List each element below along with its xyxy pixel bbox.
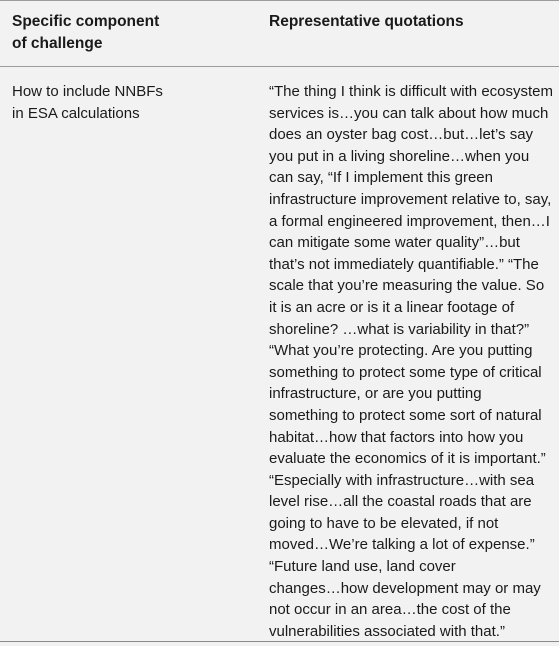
- quotation-line: it is an acre or is it a linear footage of: [269, 298, 515, 316]
- quotation-line: does an oyster bag cost…but…let’s say: [269, 126, 534, 144]
- quotation-line: that’s not immediately quantifiable.” “The: [269, 255, 539, 273]
- quotation-line: a formal engineered improvement, then…I: [269, 212, 550, 230]
- quotation-line: can say, “If I implement this green: [269, 169, 493, 187]
- quotation-line: “Future land use, land cover: [269, 558, 456, 576]
- header-line: of challenge: [12, 35, 103, 52]
- quotation-line: something to protect some type of critical: [269, 363, 542, 381]
- quotation-line: services is…you can talk about how much: [269, 104, 549, 122]
- quotation-line: something to protect some sort of natural: [269, 406, 542, 424]
- quotation-line: “The thing I think is difficult with ecosystem: [269, 83, 554, 100]
- cell-line: How to include NNBFs: [12, 83, 163, 100]
- header-line: Representative quotations: [269, 13, 464, 30]
- quotation-line: “Especially with infrastructure…with sea: [269, 471, 535, 489]
- quotation-line: habitat…how that factors into how you: [269, 428, 524, 446]
- header-rule: [0, 66, 559, 67]
- cell-line: in ESA calculations: [12, 104, 140, 122]
- header-representative-quotations: [269, 11, 549, 33]
- quotation-line: can mitigate some water quality”…but: [269, 234, 520, 252]
- table-top-rule: [0, 0, 559, 1]
- table-bottom-rule: [0, 641, 559, 642]
- quotation-line: infrastructure, or are you putting: [269, 385, 482, 403]
- quotation-line: shoreline? …what is variability in that?”: [269, 320, 530, 338]
- quotation-line: you put in a living shoreline…when you: [269, 147, 530, 165]
- quotation-line: vulnerabilities associated with that.”: [269, 622, 505, 640]
- row-component-cell: [12, 81, 232, 124]
- quotation-line: “What you’re protecting. Are you putting: [269, 342, 533, 360]
- quotation-line: moved…We’re talking a lot of expense.”: [269, 536, 535, 554]
- row-quotation-cell: [269, 81, 554, 642]
- quotation-line: not occur in an area…the cost of the: [269, 601, 511, 619]
- header-line: Specific component: [12, 13, 160, 30]
- quotation-line: scale that you’re measuring the value. So: [269, 277, 545, 295]
- quotation-line: level rise…all the coastal roads that are: [269, 493, 532, 511]
- header-specific-component: [12, 11, 252, 55]
- quotation-line: changes…how development may or may: [269, 579, 541, 597]
- quotation-line: evaluate the economics of it is important.”: [269, 450, 546, 468]
- quotation-line: going to have to be elevated, if not: [269, 514, 499, 532]
- quotation-line: infrastructure improvement relative to, say,: [269, 190, 552, 208]
